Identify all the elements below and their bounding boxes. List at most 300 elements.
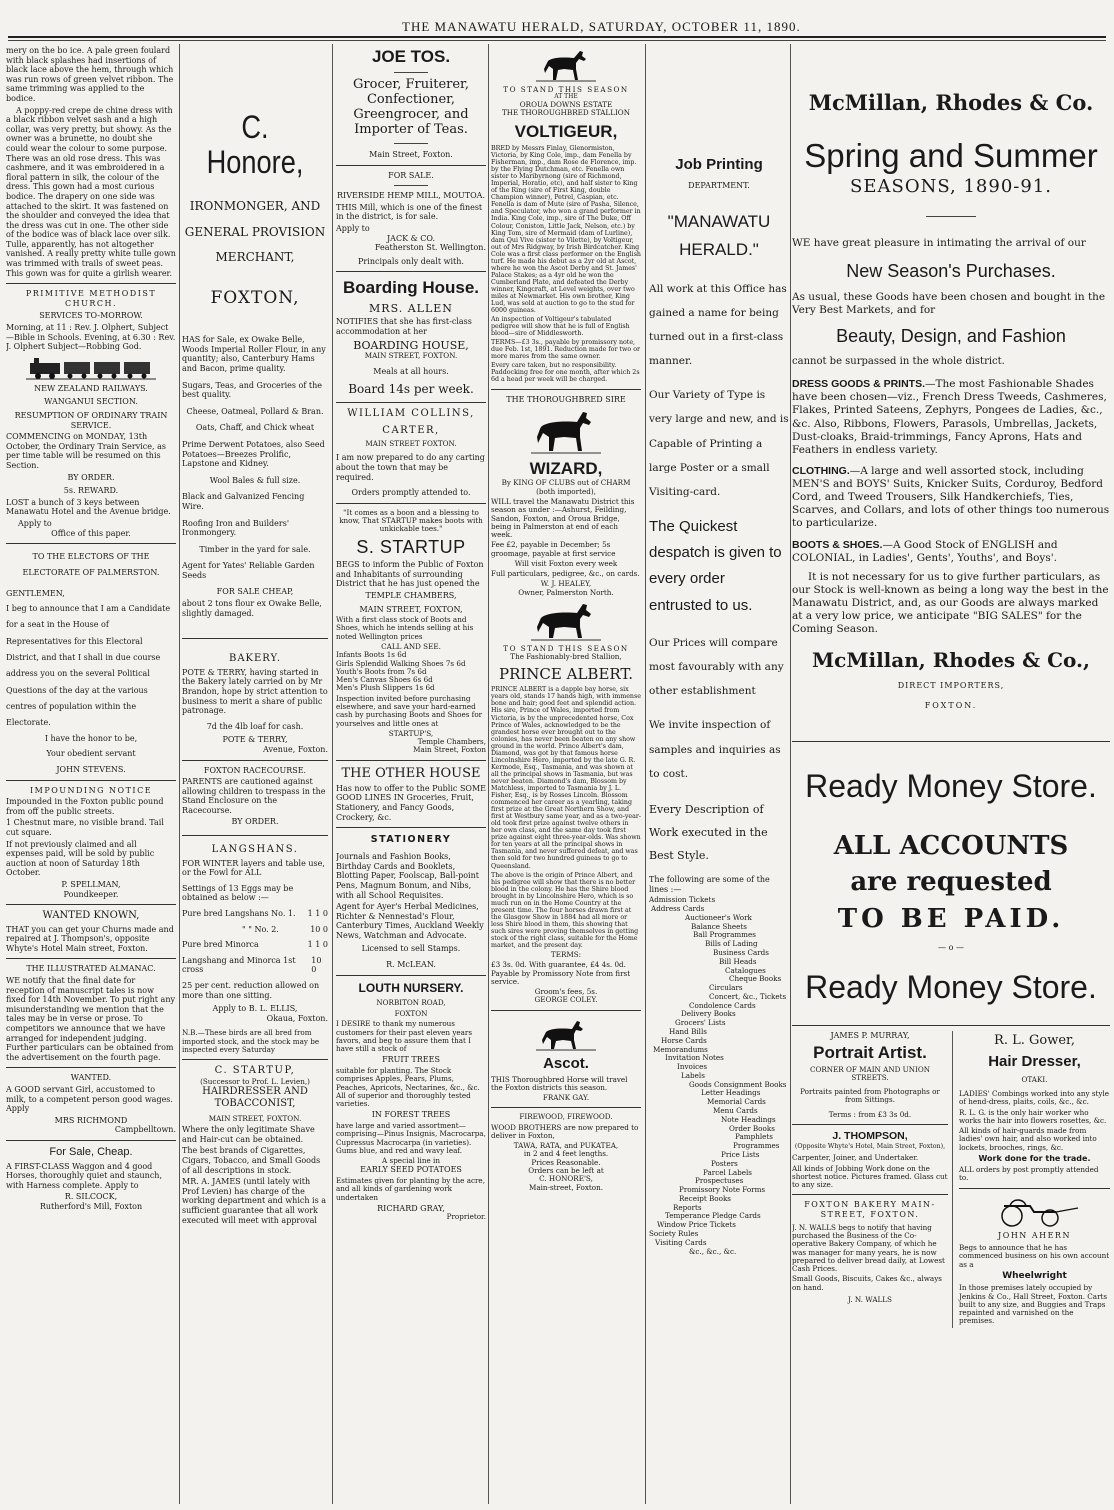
startup-c-trade: HAIRDRESSER AND TOBACCONIST, bbox=[202, 1085, 308, 1110]
column-5 bbox=[649, 44, 789, 1504]
firewood-title: FIREWOOD, FIREWOOD. bbox=[519, 1112, 613, 1122]
list-item: Cheque Books bbox=[729, 974, 782, 984]
langshans-apply: Apply to B. L. ELLIS, bbox=[212, 1004, 298, 1014]
reward-office: Office of this paper. bbox=[51, 528, 131, 538]
tos-trade: Grocer, Fruiterer, Confectioner, Greengrocer, and Importer of Teas. bbox=[353, 77, 469, 138]
sale-cheap-title: FOR SALE CHEAP, bbox=[216, 587, 294, 597]
langshans-nb: N.B.—These birds are all bred from imported stock, and the stock may be inspected every Saturday bbox=[182, 1028, 320, 1054]
bakery-price: 7d the 4lb loaf for cash. bbox=[206, 721, 304, 731]
for-sale-sign: R. SILCOCK, bbox=[64, 1192, 118, 1202]
list-item: Hand Bills bbox=[669, 1027, 707, 1037]
divider bbox=[6, 780, 176, 781]
dress-goods bbox=[792, 378, 1110, 457]
honore-body: HAS for Sale, ex Owake Belle, Woods Imperial Roller Flour, in any quantity; also, Canterbury Hams and Bacon, prime quality. bbox=[182, 335, 326, 373]
list-item: Ball Programmes bbox=[693, 930, 756, 940]
boarding-title: Boarding House. bbox=[342, 278, 479, 298]
divider bbox=[394, 72, 428, 73]
reward-apply: Apply to bbox=[18, 518, 52, 528]
voltigeur-the: THE THOROUGHBRED STALLION bbox=[502, 108, 630, 118]
methodist-body: Morning, at 11 : Rev. J. Olphert, Subject—Bible in Schools. Evening, at 6.30 : Rev. J. Olphert Subject—Robbing God. bbox=[6, 323, 176, 352]
collins-name: WILLIAM COLLINS, bbox=[347, 408, 475, 420]
row-price: 1 1 0 bbox=[307, 940, 328, 950]
boarding-place: MAIN STREET, FOXTON. bbox=[364, 351, 458, 361]
dress-body: —The most Fashionable Shades have been chosen—viz., French Dress Tweeds, Cashmeres, Flakes, Printed Sateens, Zephyrs, Pongees de Ladies, &c., &c. Also, Ribbons, Flowers, Parasols, Umbrellas, Jackets, Dust-cloaks, Braid-trimmings, Fancy Aprons, Hats and Feathers in endless variety. bbox=[792, 378, 1107, 456]
race-body: PARENTS are cautioned against allowing children to trespass in the Stand Enclosure on the Racecourse. bbox=[182, 777, 326, 815]
startup-c-body: Where the only legitimate Shave and Hair-cut can be obtained. bbox=[182, 1125, 315, 1144]
herald-quick: The Quickest despatch is given to every order entrusted to us. bbox=[649, 517, 782, 614]
langshans-body: FOR WINTER layers and table use, or the Fowl for ALL bbox=[182, 858, 325, 878]
list-item: Pamphlets bbox=[735, 1132, 773, 1142]
honore-item: Roofing Iron and Builders' Ironmongery. bbox=[182, 518, 290, 538]
foxton: FOXTON. bbox=[924, 701, 978, 711]
firewood-place: Main-street, Foxton. bbox=[528, 1182, 604, 1192]
albert-price: £3 3s. 0d. With guarantee, £4 4s. 0d. Payable by Promissory Note from first service. bbox=[491, 960, 631, 986]
list-item: Address Cards bbox=[651, 904, 705, 914]
startup-shop: TEMPLE CHAMBERS, bbox=[365, 590, 457, 600]
gower-name: R. L. Gower, bbox=[994, 1032, 1075, 1048]
column-rule bbox=[645, 44, 646, 1504]
albert-body-2: The above is the origin of Prince Albert, and his pedigree will show that there is no better blood in the colony. He has the Shire blood brought in by Lincolnshire Hero, which is so much run on in the Home Country at the present time. The four horses drawn first at the Glasgow Show in 1884 had all more or less Shire blood in them, this showing that such sires were proving themselves in getting stock of the right class, suitable for the Home market, and the present day. bbox=[491, 871, 639, 950]
honore-item: Oats, Chaff, and Chick wheat bbox=[195, 423, 315, 433]
list-item: Admission Tickets bbox=[649, 895, 716, 905]
ready-money-store-2: Ready Money Store. bbox=[805, 968, 1097, 1005]
voltigeur-body: BRED by Messrs Finlay, Glenormiston, Victoria, by King Cole, imp., dam Fenella by Fisherman, imp., dam Rose de Florence, imp. by the Flying Dutchman, etc. Fenella own sister to Maribyrnong (sire of Richmond, Imperial, Horatio, etc), and half sister to King of the Ring (sire of First King, double Champion winner), Petrel, Caspian, etc. Fenella is dam of Mute (sire of Pasha, Silence, and Speculator, who won a grand performer in India. King Cole, imp., sire of The Duke, Off Colour, Coniston, Little Jack, Nelson, etc.) by King Tom, sire of Mermaid (dam of Lurline), dam Qui Vive (sister to Vilette), by Voltigeur, out of Mrs Ridgway, by Irish Birdcatcher. King Cole was a first class performer on the English turf. He made his debut as a 2yr old at Ascot, where he won the Ascot Derby and St. James' Palace Stakes; as a 4yr old he won the Cumberland Plate, and defeated the Derby winner, Kingcraft, at Level weights, over two miles at Newmarket. His own brother, King Lud, was sold at auction to go to the stud for 6000 guineas. bbox=[491, 144, 641, 315]
startup-c-place: MAIN STREET, FOXTON. bbox=[208, 1113, 302, 1123]
thompson-body: All kinds of Jobbing Work done on the shortest notice. Pictures framed. Glass cut to any size. bbox=[792, 1163, 948, 1190]
sale-cheap-body: about 2 tons flour ex Owake Belle, slightly damaged. bbox=[182, 599, 322, 618]
mill-apply: Apply to bbox=[336, 223, 370, 233]
usual: As usual, these Goods have been chosen and bought in the Very Best Markets, and for bbox=[792, 290, 1106, 317]
honore-name: C. Honore, bbox=[206, 109, 304, 181]
boarding-meals: Meals at all hours. bbox=[373, 366, 449, 376]
list-item: Concert, &c., Tickets bbox=[709, 991, 787, 1001]
wizard-head: THE THOROUGHBRED SIRE bbox=[506, 394, 626, 404]
startup-sign-2: Temple Chambers, bbox=[417, 737, 486, 747]
startup-sign-3: Main Street, Foxton bbox=[413, 745, 486, 755]
masthead-rule bbox=[8, 36, 1106, 38]
divider bbox=[336, 975, 486, 976]
divider bbox=[394, 143, 428, 144]
startup-prices bbox=[336, 651, 486, 692]
albert-terms: TERMS: bbox=[550, 950, 582, 960]
startup-c-body-3: MR. A. JAMES (until lately with Prof Levien) has charge of the working department and which is a sufficient guarantee that all work executed will meet with approval bbox=[182, 1177, 327, 1225]
list-item: Posters bbox=[711, 1158, 738, 1168]
price-line: Men's Plush Slippers 1s 6d bbox=[336, 683, 435, 693]
herald-invite: We invite inspection of samples and inquiries as to cost. bbox=[649, 719, 781, 780]
ascot-body: THIS Thoroughbred Horse will travel the Foxton districts this season. bbox=[491, 1074, 628, 1092]
price-line: Infants Boots 1s 6d bbox=[336, 650, 407, 660]
voltigeur-terms: TERMS—£3 3s., payable by promissory note, due Feb. 1st, 1891. Reduction made for two or more mares from the same owner. bbox=[491, 339, 641, 361]
murray-terms: Terms : from £3 3s 0d. bbox=[828, 1109, 912, 1119]
reward-body: LOST a bunch of 3 keys between Manawatu Hotel and the Avenue bridge. bbox=[6, 497, 171, 517]
nursery-road: NORBITON ROAD, bbox=[376, 997, 446, 1007]
all-accounts: ALL ACCOUNTS bbox=[833, 830, 1069, 861]
divider bbox=[6, 543, 176, 544]
divider bbox=[491, 389, 641, 390]
electors-title: TO THE ELECTORS OF THE ELECTORATE OF PALMERSTON. bbox=[22, 552, 160, 578]
divider bbox=[336, 503, 486, 504]
horse-icon bbox=[491, 407, 641, 455]
list-item: Programmes bbox=[733, 1141, 780, 1151]
list-item: Prospectuses bbox=[695, 1176, 744, 1186]
servant-wanted-title: WANTED. bbox=[70, 1073, 112, 1083]
list-item: Horse Cards bbox=[661, 1035, 707, 1045]
servant-wanted-sign: MRS RICHMOND bbox=[54, 1115, 128, 1125]
gower-body-3: All kinds of hair-guards made from ladies' own hair, and also worked into lockets, brooches, rings, &c. bbox=[959, 1126, 1097, 1152]
electors-greeting: GENTLEMEN, bbox=[6, 589, 65, 599]
row-label: Langshang and Minorca 1st cross bbox=[182, 955, 296, 975]
list-item: Delivery Books bbox=[681, 1009, 736, 1019]
ascot-sign: FRANK GAY. bbox=[542, 1093, 590, 1103]
row-label: " " No. 2. bbox=[242, 924, 279, 934]
herald-prices: Our Prices will compare most favourably with any other establishment bbox=[649, 636, 784, 698]
price-line: Youth's Boots from 7s 6d bbox=[336, 666, 427, 676]
list-item: Memorandums bbox=[653, 1044, 708, 1054]
electors-body: I beg to announce that I am a Candidate for a seat in the House of Representatives for this Electoral District, and that I shall in due course address you on the several Political Questions of the day at the various centres of population within the Electorate. bbox=[6, 603, 171, 728]
murray-trade: Portrait Artist. bbox=[813, 1043, 927, 1063]
list-item: Grocers' Lists bbox=[675, 1018, 726, 1028]
gower-work: Work done for the trade. bbox=[978, 1154, 1091, 1163]
herald-body: All work at this Office has gained a name for being turned out in a first-class manner. bbox=[649, 282, 787, 368]
honore-item: Wool Bales & full size. bbox=[209, 475, 301, 485]
other-house-body: Has now to offer to the Public SOME GOOD LINES IN Groceries, Fruit, Stationery, and Fancy Goods, Crockery, &c. bbox=[336, 783, 486, 822]
foxton-bakery-sign: J. N. WALLS bbox=[848, 1294, 892, 1304]
divider bbox=[336, 760, 486, 761]
job-printing-title: Job Printing bbox=[675, 156, 763, 173]
column-1 bbox=[6, 44, 176, 1504]
startup-body-2: With a first class stock of Boots and Shoes, which he intends selling at his noted Wellington prices bbox=[336, 615, 474, 641]
list-item: Business Cards bbox=[713, 947, 769, 957]
clothing-head: CLOTHING. bbox=[792, 464, 850, 477]
impound-sign: P. SPELLMAN, bbox=[61, 879, 121, 889]
row-price: 1 1 0 bbox=[307, 908, 328, 918]
other-house-title: THE OTHER HOUSE bbox=[341, 765, 481, 781]
albert-body: PRINCE ALBERT is a dapple bay horse, six years old, stands 17 hands high, with immense bone and hair; good feet and splendid action. His sire, Prince of Wales, imported from Victoria, is by the unprecedented horse, Cox Prince of Wales, acknowledged to be the grandest horse ever brought out to the colonies, has never been beaten on any show ground in the world. Prince Albert's dam, Diamond, was got by that famous horse Lincolnshire Hero, imported by the late G. R. Kermode, Esq., Tasmania, and was shown at all the principal shows in Tasmania, but was never beaten. Diamond's dam, Blossom by Matchless, imported to Tasmania by J. L. Fisher, Esq., is by Rosses Lincoln. Blossom commenced her career as a yearling, taking first prize at the Great Northern Show, and first at Westbury same year, and as a two-year-old took first prize against twelve others in her own class, and the same day took first prize against eight three-year-olds. Was shown for ten years at all the principal shows in Tasmania, and never suffered defeat, and was then sold for two hundred guineas to go to Queensland. bbox=[491, 686, 641, 870]
divider bbox=[926, 216, 976, 217]
bakery-title: BAKERY. bbox=[228, 653, 282, 665]
methodist-subtitle: SERVICES TO-MORROW. bbox=[39, 311, 143, 321]
mill-agent-place: Featherston St. Wellington. bbox=[374, 243, 486, 253]
divider bbox=[336, 271, 486, 272]
gower-body-2: R. L. G. is the only hair worker who works the hair into flowers rosettes, &c. bbox=[959, 1107, 1107, 1125]
langshans-note: 25 per cent. reduction allowed on more than one sitting. bbox=[182, 980, 320, 1000]
mill-sale: FOR SALE. bbox=[388, 170, 434, 180]
dress-head: DRESS GOODS & PRINTS. bbox=[792, 378, 926, 391]
requested: are requested bbox=[850, 867, 1052, 898]
gower-place: OTAKI. bbox=[1021, 1074, 1048, 1084]
servant-wanted-body: A GOOD servant Girl, accustomed to milk, to a competent person good wages. Apply bbox=[6, 1084, 173, 1114]
thompson-trade: Carpenter, Joiner, and Undertaker. bbox=[792, 1153, 919, 1163]
honore-item: Timber in the yard for sale. bbox=[199, 544, 311, 554]
voltigeur-care: Every care taken, but no responsibility. Paddocking free for one month, after which 2s 6d a head per week will be charged. bbox=[491, 362, 640, 384]
surpassed: cannot be surpassed in the whole district. bbox=[792, 355, 1005, 367]
voltigeur-estate: OROUA DOWNS ESTATE bbox=[519, 100, 613, 110]
albert-name: PRINCE ALBERT. bbox=[499, 664, 633, 683]
divider bbox=[394, 185, 428, 186]
nursery-fruit: FRUIT TREES bbox=[382, 1055, 440, 1065]
list-item: Parcel Labels bbox=[703, 1167, 752, 1177]
divider bbox=[182, 760, 328, 761]
nursery-title: LOUTH NURSERY. bbox=[358, 980, 464, 995]
divider bbox=[491, 1107, 641, 1108]
nursery-special: A special line in bbox=[382, 1156, 440, 1166]
divider bbox=[491, 1010, 641, 1011]
list-item: Bills of Lading bbox=[705, 939, 758, 949]
spring-summer: Spring and Summer bbox=[804, 137, 1098, 175]
wizard-body: WILL travel the Manawatu District this season as under :—Ashurst, Feilding, Sandon, Foxton, and Oroua Bridge, being in Palmerston at end of each week. bbox=[491, 496, 635, 540]
list-item: Visiting Cards bbox=[655, 1237, 707, 1247]
boarding-price: Board 14s per week. bbox=[348, 382, 474, 397]
startup-c-body-2: The best brands of Cigarettes, Cigars, Tobacco, and Small Goods of all descriptions in stock. bbox=[182, 1146, 321, 1175]
electors-sign: JOHN STEVENS. bbox=[56, 765, 126, 775]
divider bbox=[6, 283, 176, 284]
impound-role: Poundkeeper. bbox=[63, 889, 119, 899]
nursery-body-3: have large and varied assortment—comprising—Pinus Insignis, Macrocarpa, Cupressus Macrocarpa (in varieties). Gums blue, and red and wavy leaf. bbox=[336, 1120, 486, 1155]
row-price: 10 0 bbox=[310, 924, 328, 934]
printing-items-list bbox=[649, 896, 789, 1256]
nursery-role: Proprietor. bbox=[446, 1212, 486, 1222]
voltigeur-name: VOLTIGEUR, bbox=[514, 121, 618, 141]
reward-title: 5s. REWARD. bbox=[63, 486, 119, 496]
railway-section: WANGANUI SECTION. bbox=[44, 397, 138, 407]
impound-body: Impounded in the Foxton public pound from off the public streets. bbox=[6, 797, 164, 816]
startup-c-title: C. STARTUP, bbox=[214, 1065, 296, 1077]
albert-stand: TO STAND THIS SEASON bbox=[503, 644, 629, 654]
list-item: Letter Headings bbox=[701, 1088, 761, 1098]
boots-body: —A Good Stock of ENGLISH and COLONIAL, in Ladies', Gents', Youths', and Boys'. bbox=[792, 538, 1058, 564]
foxton-bakery-title: FOXTON BAKERY MAIN-STREET, FOXTON. bbox=[804, 1200, 936, 1220]
firewood-orders: Orders can be left at bbox=[528, 1166, 604, 1176]
list-item: Price Lists bbox=[721, 1149, 760, 1159]
list-item: Menu Cards bbox=[713, 1106, 758, 1116]
column-rule bbox=[332, 44, 333, 1504]
divider bbox=[6, 904, 176, 905]
mill-agent: JACK & CO. bbox=[386, 233, 436, 243]
ahern-body-2: In those premises lately occupied by Jenkins & Co., Hall Street, Foxton. Carts built to any size, and Buggies and Traps repainted and varnished on the premises. bbox=[959, 1283, 1108, 1326]
boarding-name: BOARDING HOUSE, bbox=[353, 338, 469, 352]
electors-servant: Your obedient servant bbox=[46, 749, 136, 759]
firewood-prices: Prices Reasonable. bbox=[531, 1157, 601, 1167]
table-row bbox=[182, 940, 328, 950]
closing: It is not necessary for us to give further particulars, as our Stock is well-known as being a long way the best in the Manawatu District, and, as our Goods are always marked at a very low price, we anticipate "BIG SALES" for the Coming Season. bbox=[792, 570, 1109, 636]
column-2 bbox=[182, 44, 328, 1504]
mill-note: Principals only dealt with. bbox=[358, 256, 464, 266]
table-row bbox=[182, 925, 328, 935]
divider bbox=[182, 1059, 328, 1060]
row-label: Pure bred Langshans No. 1. bbox=[182, 908, 296, 918]
column-3 bbox=[336, 44, 486, 1504]
tos-name: JOE TOS. bbox=[371, 47, 451, 66]
boots-head: BOOTS & SHOES. bbox=[792, 538, 883, 551]
startup-street: MAIN STREET, FOXTON, bbox=[359, 604, 463, 614]
railway-body: COMMENCING on MONDAY, 13th October, the Ordinary Train Service, as per time table will be resumed on this Section. bbox=[6, 432, 166, 470]
bakery-place: Avenue, Foxton. bbox=[263, 744, 328, 754]
herald-every: Every Description of Work executed in the Best Style. bbox=[649, 802, 768, 863]
buggy-icon bbox=[959, 1194, 1110, 1228]
gower-trade: Hair Dresser, bbox=[988, 1053, 1081, 1070]
divider-mark: — o — bbox=[938, 943, 964, 953]
column-6 bbox=[792, 44, 1110, 1504]
startup-body-3: Inspection invited before purchasing elsewhere, and save your hard-earned cash by purchasing Boots and Shoes for yourselves and little ones at bbox=[336, 693, 483, 728]
honore-item: Cheese, Oatmeal, Pollard & Bran. bbox=[186, 406, 324, 416]
albert-the: The Fashionably-bred Stallion, bbox=[510, 652, 622, 662]
firewood-body: WOOD BROTHERS are now prepared to deliver in Foxton, bbox=[491, 1122, 639, 1140]
albert-groom: Groom's fees, 5s. bbox=[534, 987, 598, 997]
wizard-by: By KING OF CLUBS out of CHARM (both imported), bbox=[501, 478, 631, 496]
boots bbox=[792, 539, 1110, 565]
horse-icon bbox=[491, 47, 641, 83]
nursery-potatoes: EARLY SEED POTATOES bbox=[360, 1165, 462, 1175]
row-price: 10 0 bbox=[311, 955, 322, 975]
foxton-bakery-body: J. N. WALLS begs to notify that having purchased the Business of the Co-operative Bakery Company, of which he was manager for many years, he is now prepared to deliver bread daily, at Lowest Cash Prices. bbox=[792, 1222, 945, 1274]
divider bbox=[6, 1140, 176, 1141]
divider bbox=[6, 1067, 176, 1068]
race-sign: BY ORDER. bbox=[231, 817, 279, 827]
list-item: Society Rules bbox=[649, 1228, 699, 1238]
wizard-visit: Will visit Foxton every week bbox=[514, 558, 618, 568]
stationery-stamps: Licensed to sell Stamps. bbox=[361, 944, 461, 954]
list-item: Temperance Pledge Cards bbox=[665, 1211, 761, 1221]
train-illustration bbox=[6, 355, 176, 381]
divider bbox=[182, 835, 328, 836]
railway-title: NEW ZEALAND RAILWAYS. bbox=[34, 383, 148, 393]
list-item: Balance Sheets bbox=[691, 921, 747, 931]
methodist-title: PRIMITIVE METHODIST CHURCH. bbox=[25, 289, 157, 308]
masthead-rule-thin bbox=[8, 40, 1106, 41]
list-item: Window Price Tickets bbox=[657, 1220, 736, 1230]
gower-orders: ALL orders by post promptly attended to. bbox=[959, 1165, 1099, 1183]
startup-quote: "It comes as a boon and a blessing to know, That STARTUP makes boots with unkickable toes." bbox=[339, 507, 483, 534]
ahern-body: Begs to announce that he has commenced business on his own account as a bbox=[959, 1243, 1110, 1269]
voltigeur-at: AT THE bbox=[554, 93, 578, 101]
honore-trade: IRONMONGER, AND GENERAL PROVISION MERCHANT, bbox=[184, 199, 326, 264]
langshans-settings: Settings of 13 Eggs may be obtained as below :— bbox=[182, 883, 294, 903]
gower-body: LADIES' Combings worked into any style of hend-dress, plaits, coils, &c., &c. bbox=[959, 1089, 1110, 1107]
divider bbox=[959, 1188, 1110, 1189]
firewood-lengths: in 2 and 4 feet lengths. bbox=[523, 1149, 609, 1159]
divider bbox=[336, 165, 486, 166]
divider bbox=[792, 1194, 948, 1195]
startup-body: BEGS to inform the Public of Foxton and Inhabitants of surrounding District that he has just opened the bbox=[336, 560, 484, 589]
railway-heading: RESUMPTION OF ORDINARY TRAIN SERVICE. bbox=[14, 411, 168, 430]
thompson-addr: (Opposite Whyte's Hotel, Main Street, Foxton), bbox=[794, 1143, 946, 1151]
list-item: Invoices bbox=[677, 1062, 708, 1072]
ready-money-store: Ready Money Store. bbox=[805, 767, 1097, 804]
intro: WE have great pleasure in intimating the arrival of our bbox=[792, 237, 1086, 250]
langshans-table bbox=[182, 909, 328, 975]
fashion-article-2: A poppy-red crepe de chine dress with a black ribbon velvet sash and a high collar, was very pretty, but showy. As the owner was a brunette, no doubt she could wear the colour to some purpose. There was an old rose dress. This was cashmere, and it was embroidered in a floral pattern in silk, the colour of the dress. This gown had a most curious bodice. The drapery on one side was attached to the skirt. It was fastened on the shoulder and conveyed the idea that the dress was cut in one. The other side of the bodice was of black lace over silk. Tulle, apparently, has not altogether vanished. A really pretty white tulle gown was trimmed with trails of sweet peas. This gown was for quite a girlish wearer. bbox=[6, 105, 176, 278]
nursery-body: I DESIRE to thank my numerous customers for their past eleven years favors, and beg to assure them that I have still a stock of bbox=[336, 1019, 473, 1054]
honore-town: FOXTON, bbox=[210, 287, 300, 308]
ascot-name: Ascot. bbox=[543, 1054, 589, 1072]
horse-icon bbox=[491, 600, 641, 642]
wizard-sign: W. J. HEALEY, bbox=[540, 579, 592, 589]
list-item: Condolence Cards bbox=[689, 1000, 756, 1010]
column-rule bbox=[488, 44, 489, 1504]
job-printing-dept: DEPARTMENT. bbox=[688, 180, 750, 190]
wizard-name: WIZARD, bbox=[529, 459, 603, 479]
race-title: FOXTON RACECOURSE. bbox=[203, 765, 307, 775]
murray-name: JAMES P. MURRAY, bbox=[830, 1030, 910, 1040]
stationery-body: Journals and Fashion Books, Birthday Cards and Booklets, Blotting Paper, Foolscap, Ball-point Pens, Magnum Bonum, and Nibs, with all School Requisites. bbox=[336, 852, 479, 900]
wizard-particulars: Full particulars, pedigree, &c., on cards. bbox=[491, 569, 640, 579]
firewood-kinds: TAWA, RATA, and PUKATEA, bbox=[513, 1141, 619, 1151]
wanted-known-body: THAT you can get your Churns made and repaired at J. Thompson's, opposite Whyte's Hotel Main street, Foxton. bbox=[6, 924, 174, 953]
nursery-sign: RICHARD GRAY, bbox=[377, 1203, 445, 1213]
bakery-sign: POTE & TERRY, bbox=[222, 735, 288, 745]
ahern-trade: Wheelwright bbox=[1002, 1271, 1067, 1281]
albert-sign: GEORGE COLEY. bbox=[534, 995, 598, 1005]
herald-lines: The following are some of the lines :— bbox=[649, 875, 770, 894]
beauty: Beauty, Design, and Fashion bbox=[836, 326, 1066, 347]
stationery-sign: R. McLEAN. bbox=[386, 960, 436, 970]
column-rule bbox=[790, 44, 791, 1504]
servant-wanted-place: Campbelltown. bbox=[114, 1125, 176, 1135]
nursery-body-2: suitable for planting. The Stock comprises Apples, Pears, Plums, Peaches, Apricots, Nectarines, &c., &c. All of superior and thoroughly tested varieties. bbox=[336, 1065, 480, 1109]
divider bbox=[336, 402, 486, 403]
voltigeur-stand: TO STAND THIS SEASON bbox=[503, 85, 629, 94]
mill-body: THIS Mill, which is one of the finest in the district, is for sale. bbox=[336, 202, 483, 222]
nursery-forest: IN FOREST TREES bbox=[371, 1110, 451, 1120]
electors-close: I have the honor to be, bbox=[44, 733, 138, 743]
list-item: Note Headings bbox=[721, 1114, 776, 1124]
mcmillan-sign: McMillan, Rhodes & Co., bbox=[812, 648, 1090, 673]
murray-body: Portraits painted from Photographs or from Sittings. bbox=[800, 1087, 940, 1105]
divider bbox=[792, 741, 1110, 742]
table-row bbox=[182, 956, 328, 975]
mill-title: RIVERSIDE HEMP MILL, MOUTOA. bbox=[337, 191, 485, 201]
stationery-title: STATIONERY bbox=[370, 834, 452, 846]
mcmillan-name: McMillan, Rhodes & Co. bbox=[808, 90, 1094, 115]
ahern-name: JOHN AHERN bbox=[998, 1230, 1071, 1240]
langshans-title: LANGSHANS. bbox=[211, 844, 299, 856]
clothing-body: —A large and well assorted stock, including MEN'S and BOYS' Suits, Knicker Suits, Corduroy, Bedford Cord, and Tweed Trousers, Silk Handkerchiefs, Ties, Scarves, and Collars, and lots of other things too numerous to particularize. bbox=[792, 464, 1110, 530]
murray-addr: CORNER OF MAIN AND UNION STREETS. bbox=[809, 1064, 931, 1082]
list-item: Goods Consignment Books bbox=[689, 1079, 787, 1089]
collins-orders: Orders promptly attended to. bbox=[351, 488, 471, 498]
list-item: Memorial Cards bbox=[707, 1097, 766, 1107]
new-season: New Season's Purchases. bbox=[846, 261, 1056, 282]
boarding-owner: MRS. ALLEN bbox=[369, 301, 453, 315]
row-label: Pure bred Minorca bbox=[182, 940, 259, 950]
foxton-bakery-goods: Small Goods, Biscuits, Cakes &c., always on hand. bbox=[792, 1274, 942, 1292]
column-rule bbox=[179, 44, 180, 1504]
clothing bbox=[792, 465, 1110, 531]
thompson-name: J. THOMPSON, bbox=[832, 1130, 908, 1142]
divider bbox=[6, 958, 176, 959]
for-sale-body: A FIRST-CLASS Waggon and 4 good Horses, thoroughly quiet and staunch, with Harness complete. Apply to bbox=[6, 1161, 162, 1190]
herald-body-2: Our Variety of Type is very large and new, and is Capable of Printing a large Poster or a small Visiting-card. bbox=[649, 389, 789, 498]
nursery-body-4: Estimates given for planting by the acre, and all kinds of gardening work undertaken bbox=[336, 1175, 485, 1202]
for-sale-title: For Sale, Cheap. bbox=[49, 1145, 133, 1158]
masthead bbox=[0, 0, 1114, 40]
list-item: Bill Heads bbox=[719, 956, 757, 966]
collins-trade: CARTER, bbox=[382, 424, 440, 436]
list-item: Auctioneer's Work bbox=[685, 912, 752, 922]
voltigeur-body-2: An inspection of Voltigeur's tabulated pedigree will show that he is full of English blood—sire of Middlesworth. bbox=[491, 316, 630, 338]
nursery-town: FOXTON bbox=[394, 1008, 428, 1018]
startup-call: CALL AND SEE. bbox=[381, 641, 441, 651]
table-row bbox=[182, 909, 328, 919]
list-item: Catalogues bbox=[725, 965, 766, 975]
honore-items bbox=[182, 381, 328, 581]
list-item: Invitation Notes bbox=[665, 1053, 724, 1063]
bakery-body: POTE & TERRY, having started in the Bakery lately carried on by Mr Brandon, hope by strict attention to business to merit a share of public patronage. bbox=[182, 667, 328, 716]
collins-body: I am now prepared to do any carting about the town that may be required. bbox=[336, 453, 485, 482]
direct-importers: DIRECT IMPORTERS, bbox=[897, 681, 1005, 691]
divider bbox=[336, 827, 486, 828]
startup-c-sub: (Successor to Prof. L. Levien,) bbox=[200, 1076, 310, 1086]
